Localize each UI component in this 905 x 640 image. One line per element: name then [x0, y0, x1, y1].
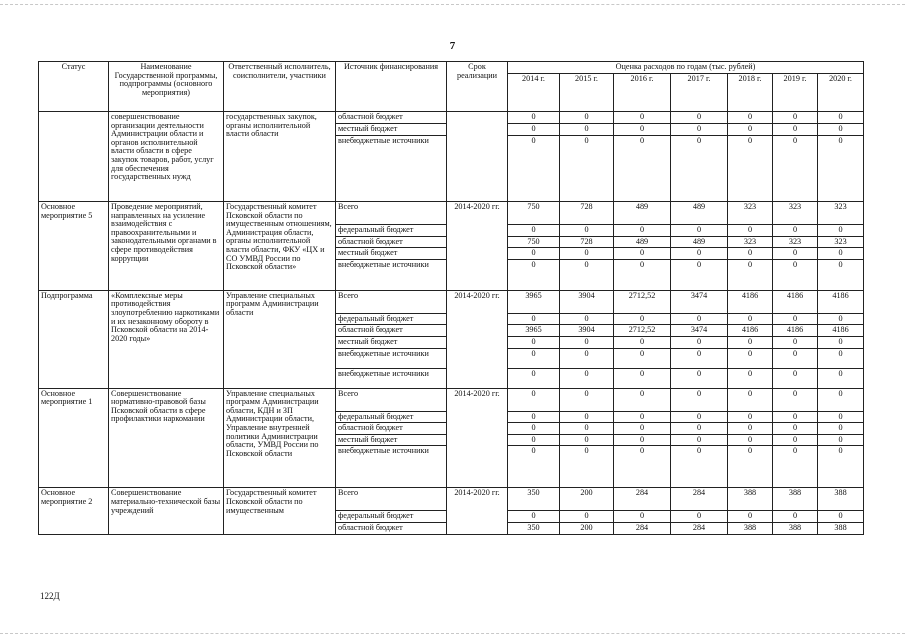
value-cell: 0	[773, 259, 818, 290]
value-cell: 4186	[773, 325, 818, 337]
value-cell: 3965	[508, 290, 560, 313]
value-cell: 388	[773, 488, 818, 511]
value-cell: 0	[508, 511, 560, 523]
value-cell: 0	[728, 434, 773, 446]
table-row	[39, 290, 864, 313]
value-cell: 4186	[728, 290, 773, 313]
value-cell: 0	[614, 446, 671, 488]
source-cell: Всего	[336, 290, 447, 313]
value-cell: 0	[614, 423, 671, 435]
name-cell: «Комплексные меры противодействия злоупотреблению наркотиками и их незаконному обороту в Псковской области на 2014-2020 годы»	[109, 290, 224, 388]
responsible-cell: Управление специальных программ Администрации области	[224, 290, 336, 388]
value-cell: 0	[773, 225, 818, 237]
bottom-scan-edge	[0, 633, 905, 634]
budget-body	[39, 112, 864, 535]
status-cell: Подпрограмма	[39, 290, 109, 388]
term-cell: 2014-2020 гг.	[447, 488, 508, 534]
value-cell: 0	[508, 136, 560, 202]
value-cell: 0	[560, 368, 614, 388]
source-cell: местный бюджет	[336, 248, 447, 260]
value-cell: 0	[614, 259, 671, 290]
value-cell: 0	[671, 225, 728, 237]
source-cell: Всего	[336, 202, 447, 225]
value-cell: 0	[728, 259, 773, 290]
value-cell: 0	[614, 313, 671, 325]
value-cell: 0	[560, 136, 614, 202]
source-cell: федеральный бюджет	[336, 511, 447, 523]
value-cell: 0	[560, 313, 614, 325]
value-cell: 0	[773, 136, 818, 202]
footer-code: 122Д	[40, 591, 60, 601]
value-cell: 0	[614, 368, 671, 388]
value-cell: 728	[560, 202, 614, 225]
value-cell: 0	[508, 411, 560, 423]
value-cell: 4186	[728, 325, 773, 337]
value-cell: 4186	[818, 325, 864, 337]
value-cell: 388	[773, 523, 818, 535]
value-cell: 0	[671, 112, 728, 124]
value-cell: 2712,52	[614, 325, 671, 337]
header-year: 2017 г.	[671, 74, 728, 112]
header-status: Статус	[39, 62, 109, 112]
name-cell: Совершенствование материально-технической базы учреждений	[109, 488, 224, 534]
source-cell: внебюджетные источники	[336, 348, 447, 368]
value-cell: 0	[614, 124, 671, 136]
value-cell: 0	[508, 446, 560, 488]
status-cell: Основное мероприятие 2	[39, 488, 109, 534]
value-cell: 0	[614, 388, 671, 411]
value-cell: 0	[508, 337, 560, 349]
status-cell: Основное мероприятие 1	[39, 388, 109, 488]
value-cell: 3904	[560, 290, 614, 313]
value-cell: 0	[773, 112, 818, 124]
value-cell: 0	[560, 225, 614, 237]
value-cell: 0	[508, 248, 560, 260]
value-cell: 0	[773, 368, 818, 388]
value-cell: 0	[508, 434, 560, 446]
header-year: 2020 г.	[818, 74, 864, 112]
value-cell: 0	[818, 248, 864, 260]
value-cell: 0	[773, 124, 818, 136]
value-cell: 284	[614, 488, 671, 511]
value-cell: 0	[614, 248, 671, 260]
value-cell: 0	[818, 388, 864, 411]
value-cell: 0	[671, 434, 728, 446]
value-cell: 489	[614, 202, 671, 225]
value-cell: 0	[818, 446, 864, 488]
value-cell: 0	[818, 124, 864, 136]
header-year: 2018 г.	[728, 74, 773, 112]
source-cell: внебюджетные источники	[336, 259, 447, 290]
top-scan-edge	[0, 4, 905, 5]
value-cell: 0	[508, 313, 560, 325]
value-cell: 0	[671, 511, 728, 523]
table-row	[39, 202, 864, 225]
value-cell: 0	[560, 348, 614, 368]
value-cell: 0	[560, 124, 614, 136]
value-cell: 0	[671, 423, 728, 435]
source-cell: федеральный бюджет	[336, 225, 447, 237]
value-cell: 0	[508, 124, 560, 136]
value-cell: 0	[728, 337, 773, 349]
value-cell: 489	[671, 236, 728, 248]
header-name: Наименование Государственной программы, подпрограммы (основного мероприятия)	[109, 62, 224, 112]
value-cell: 0	[671, 248, 728, 260]
value-cell: 0	[671, 259, 728, 290]
page-number: 7	[449, 40, 456, 52]
header-year: 2014 г.	[508, 74, 560, 112]
value-cell: 0	[614, 511, 671, 523]
value-cell: 3965	[508, 325, 560, 337]
value-cell: 0	[773, 388, 818, 411]
term-cell: 2014-2020 гг.	[447, 202, 508, 291]
value-cell: 0	[671, 348, 728, 368]
value-cell: 0	[671, 388, 728, 411]
value-cell: 0	[671, 368, 728, 388]
value-cell: 0	[560, 259, 614, 290]
value-cell: 0	[614, 337, 671, 349]
value-cell: 3474	[671, 290, 728, 313]
value-cell: 4186	[818, 290, 864, 313]
value-cell: 0	[560, 446, 614, 488]
value-cell: 0	[773, 348, 818, 368]
header-responsible: Ответственный исполнитель, соисполнители, участники	[224, 62, 336, 112]
value-cell: 0	[773, 411, 818, 423]
responsible-cell: Государственный комитет Псковской области по имущественным	[224, 488, 336, 534]
value-cell: 350	[508, 488, 560, 511]
value-cell: 388	[818, 523, 864, 535]
value-cell: 0	[614, 112, 671, 124]
value-cell: 3904	[560, 325, 614, 337]
value-cell: 0	[773, 248, 818, 260]
value-cell: 284	[614, 523, 671, 535]
value-cell: 0	[818, 112, 864, 124]
source-cell: местный бюджет	[336, 124, 447, 136]
value-cell: 0	[728, 411, 773, 423]
value-cell: 323	[728, 236, 773, 248]
value-cell: 388	[818, 488, 864, 511]
table-row	[39, 112, 864, 124]
name-cell: совершенствование организации деятельности Администрации области и органов исполнительной власти области в сфере закупок товаров, работ, услуг для обеспечения государственных нужд	[109, 112, 224, 202]
source-cell: областной бюджет	[336, 112, 447, 124]
source-cell: областной бюджет	[336, 325, 447, 337]
value-cell: 0	[508, 225, 560, 237]
value-cell: 388	[728, 523, 773, 535]
value-cell: 0	[614, 434, 671, 446]
value-cell: 0	[728, 511, 773, 523]
value-cell: 0	[818, 225, 864, 237]
value-cell: 0	[728, 248, 773, 260]
source-cell: внебюджетные источники	[336, 446, 447, 488]
value-cell: 0	[614, 411, 671, 423]
value-cell: 2712,52	[614, 290, 671, 313]
value-cell: 489	[671, 202, 728, 225]
source-cell: внебюджетные источники	[336, 136, 447, 202]
value-cell: 0	[818, 136, 864, 202]
value-cell: 0	[508, 112, 560, 124]
table-row	[39, 488, 864, 511]
value-cell: 0	[671, 411, 728, 423]
value-cell: 0	[818, 337, 864, 349]
value-cell: 0	[728, 388, 773, 411]
table-row	[39, 388, 864, 411]
value-cell: 3474	[671, 325, 728, 337]
value-cell: 0	[560, 112, 614, 124]
value-cell: 0	[560, 411, 614, 423]
value-cell: 0	[818, 368, 864, 388]
value-cell: 0	[508, 259, 560, 290]
budget-table	[38, 61, 864, 535]
source-cell: федеральный бюджет	[336, 313, 447, 325]
header-source: Источник финансирования	[336, 62, 447, 112]
source-cell: областной бюджет	[336, 523, 447, 535]
term-cell	[447, 112, 508, 202]
header-expenses: Оценка расходов по годам (тыс. рублей)	[508, 62, 864, 74]
value-cell: 0	[508, 368, 560, 388]
value-cell: 0	[508, 423, 560, 435]
source-cell: Всего	[336, 488, 447, 511]
value-cell: 0	[671, 337, 728, 349]
value-cell: 200	[560, 523, 614, 535]
header-year: 2015 г.	[560, 74, 614, 112]
value-cell: 0	[818, 434, 864, 446]
value-cell: 0	[773, 434, 818, 446]
value-cell: 750	[508, 236, 560, 248]
name-cell: Проведение мероприятий, направленных на усиление взаимодействия с правоохранительными и законодательными органами в сфере противодействия коррупции	[109, 202, 224, 291]
status-cell	[39, 112, 109, 202]
header-term: Срок реализации	[447, 62, 508, 112]
value-cell: 0	[614, 136, 671, 202]
value-cell: 0	[508, 388, 560, 411]
responsible-cell: Государственный комитет Псковской области по имущественным отношениям, Администрация области, органы исполнительной власти области, ФКУ «ЦХ и СО УМВД России по Псковской области»	[224, 202, 336, 291]
source-cell: областной бюджет	[336, 423, 447, 435]
value-cell: 0	[773, 446, 818, 488]
value-cell: 323	[773, 236, 818, 248]
value-cell: 0	[818, 348, 864, 368]
value-cell: 0	[560, 337, 614, 349]
source-cell: Всего	[336, 388, 447, 411]
value-cell: 0	[560, 423, 614, 435]
value-cell: 0	[773, 511, 818, 523]
value-cell: 323	[818, 202, 864, 225]
value-cell: 284	[671, 488, 728, 511]
value-cell: 0	[671, 136, 728, 202]
value-cell: 284	[671, 523, 728, 535]
name-cell: Совершенствование нормативно-правовой базы Псковской области в сфере профилактики наркомании	[109, 388, 224, 488]
value-cell: 0	[560, 434, 614, 446]
value-cell: 0	[773, 423, 818, 435]
value-cell: 0	[671, 124, 728, 136]
value-cell: 489	[614, 236, 671, 248]
value-cell: 323	[818, 236, 864, 248]
value-cell: 0	[728, 368, 773, 388]
value-cell: 0	[671, 313, 728, 325]
value-cell: 0	[671, 446, 728, 488]
source-cell: местный бюджет	[336, 434, 447, 446]
value-cell: 323	[773, 202, 818, 225]
value-cell: 750	[508, 202, 560, 225]
value-cell: 4186	[773, 290, 818, 313]
value-cell: 0	[728, 124, 773, 136]
value-cell: 0	[773, 313, 818, 325]
value-cell: 0	[818, 259, 864, 290]
term-cell: 2014-2020 гг.	[447, 290, 508, 388]
value-cell: 0	[728, 313, 773, 325]
value-cell: 0	[508, 348, 560, 368]
value-cell: 388	[728, 488, 773, 511]
responsible-cell: Управление специальных программ Администрации области, КДН и ЗП Администрации области, Управление внутренней политики Администрации области, УМВД России по Псковской области	[224, 388, 336, 488]
responsible-cell: государственных закупок, органы исполнительной власти области	[224, 112, 336, 202]
value-cell: 200	[560, 488, 614, 511]
value-cell: 0	[818, 511, 864, 523]
value-cell: 0	[728, 225, 773, 237]
source-cell: местный бюджет	[336, 337, 447, 349]
header-year: 2016 г.	[614, 74, 671, 112]
value-cell: 0	[773, 337, 818, 349]
value-cell: 0	[728, 423, 773, 435]
value-cell: 0	[728, 136, 773, 202]
value-cell: 323	[728, 202, 773, 225]
header-year: 2019 г.	[773, 74, 818, 112]
value-cell: 0	[728, 348, 773, 368]
value-cell: 728	[560, 236, 614, 248]
status-cell: Основное мероприятие 5	[39, 202, 109, 291]
source-cell: областной бюджет	[336, 236, 447, 248]
value-cell: 0	[818, 313, 864, 325]
value-cell: 350	[508, 523, 560, 535]
value-cell: 0	[818, 411, 864, 423]
term-cell: 2014-2020 гг.	[447, 388, 508, 488]
value-cell: 0	[818, 423, 864, 435]
value-cell: 0	[728, 446, 773, 488]
value-cell: 0	[614, 348, 671, 368]
source-cell: внебюджетные источники	[336, 368, 447, 388]
value-cell: 0	[614, 225, 671, 237]
value-cell: 0	[560, 248, 614, 260]
source-cell: федеральный бюджет	[336, 411, 447, 423]
value-cell: 0	[560, 511, 614, 523]
value-cell: 0	[560, 388, 614, 411]
value-cell: 0	[728, 112, 773, 124]
